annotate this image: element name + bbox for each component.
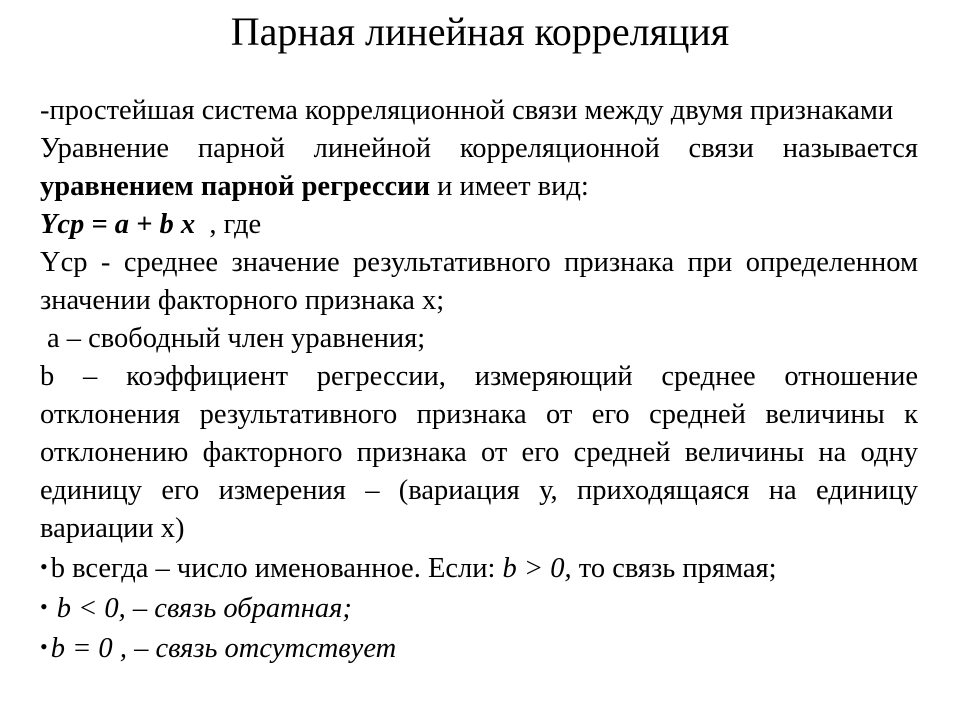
b-definition: b – коэффициент регрессии, измеряющий среднее отношение отклонения результативного признака от его средней величины к отклонению факторного признака от его средней величины на одну единицу его измерения – (вариация у, приходящаяся на единицу вариации х) [40, 361, 918, 544]
bullet-icon: • [40, 554, 48, 579]
formula-suffix: , где [195, 209, 262, 240]
bullet-condition: b > 0, [502, 553, 572, 584]
bullet-text: b < 0, – связь обратная; [56, 593, 352, 624]
regression-intro-text: Уравнение парной линейной корреляционной связи называется [40, 133, 918, 164]
bullet-condition: b = 0 [50, 633, 113, 664]
regression-intro-tail: и имеет вид: [430, 171, 589, 202]
bullet-item-b-positive [40, 548, 918, 588]
bullet-item-b-zero [40, 628, 918, 668]
formula-line [40, 206, 918, 244]
a-definition: a – свободный член уравнения; [47, 323, 426, 354]
bullet-result: то связь прямая; [571, 553, 777, 584]
bullet-icon: • [40, 634, 48, 659]
bullet-item-b-negative [40, 588, 918, 628]
regression-intro-paragraph [40, 130, 918, 206]
regression-term: уравнением парной регрессии [40, 171, 431, 202]
ycp-definition: Yср - среднее значение результативного признака при определенном значении факторного признака х; [40, 247, 918, 316]
bullet-result: , – связь отсутствует [112, 633, 397, 664]
bullet-icon: • [40, 594, 48, 619]
bullet-text: b всегда – число именованное. Если: [50, 553, 503, 584]
definition-paragraph: -простейшая система корреляционной связи между двумя признаками [40, 95, 894, 126]
slide-title: Парная линейная корреляция [230, 9, 730, 54]
regression-formula: Yср = a + b x [40, 209, 196, 240]
slide-body [40, 92, 918, 668]
